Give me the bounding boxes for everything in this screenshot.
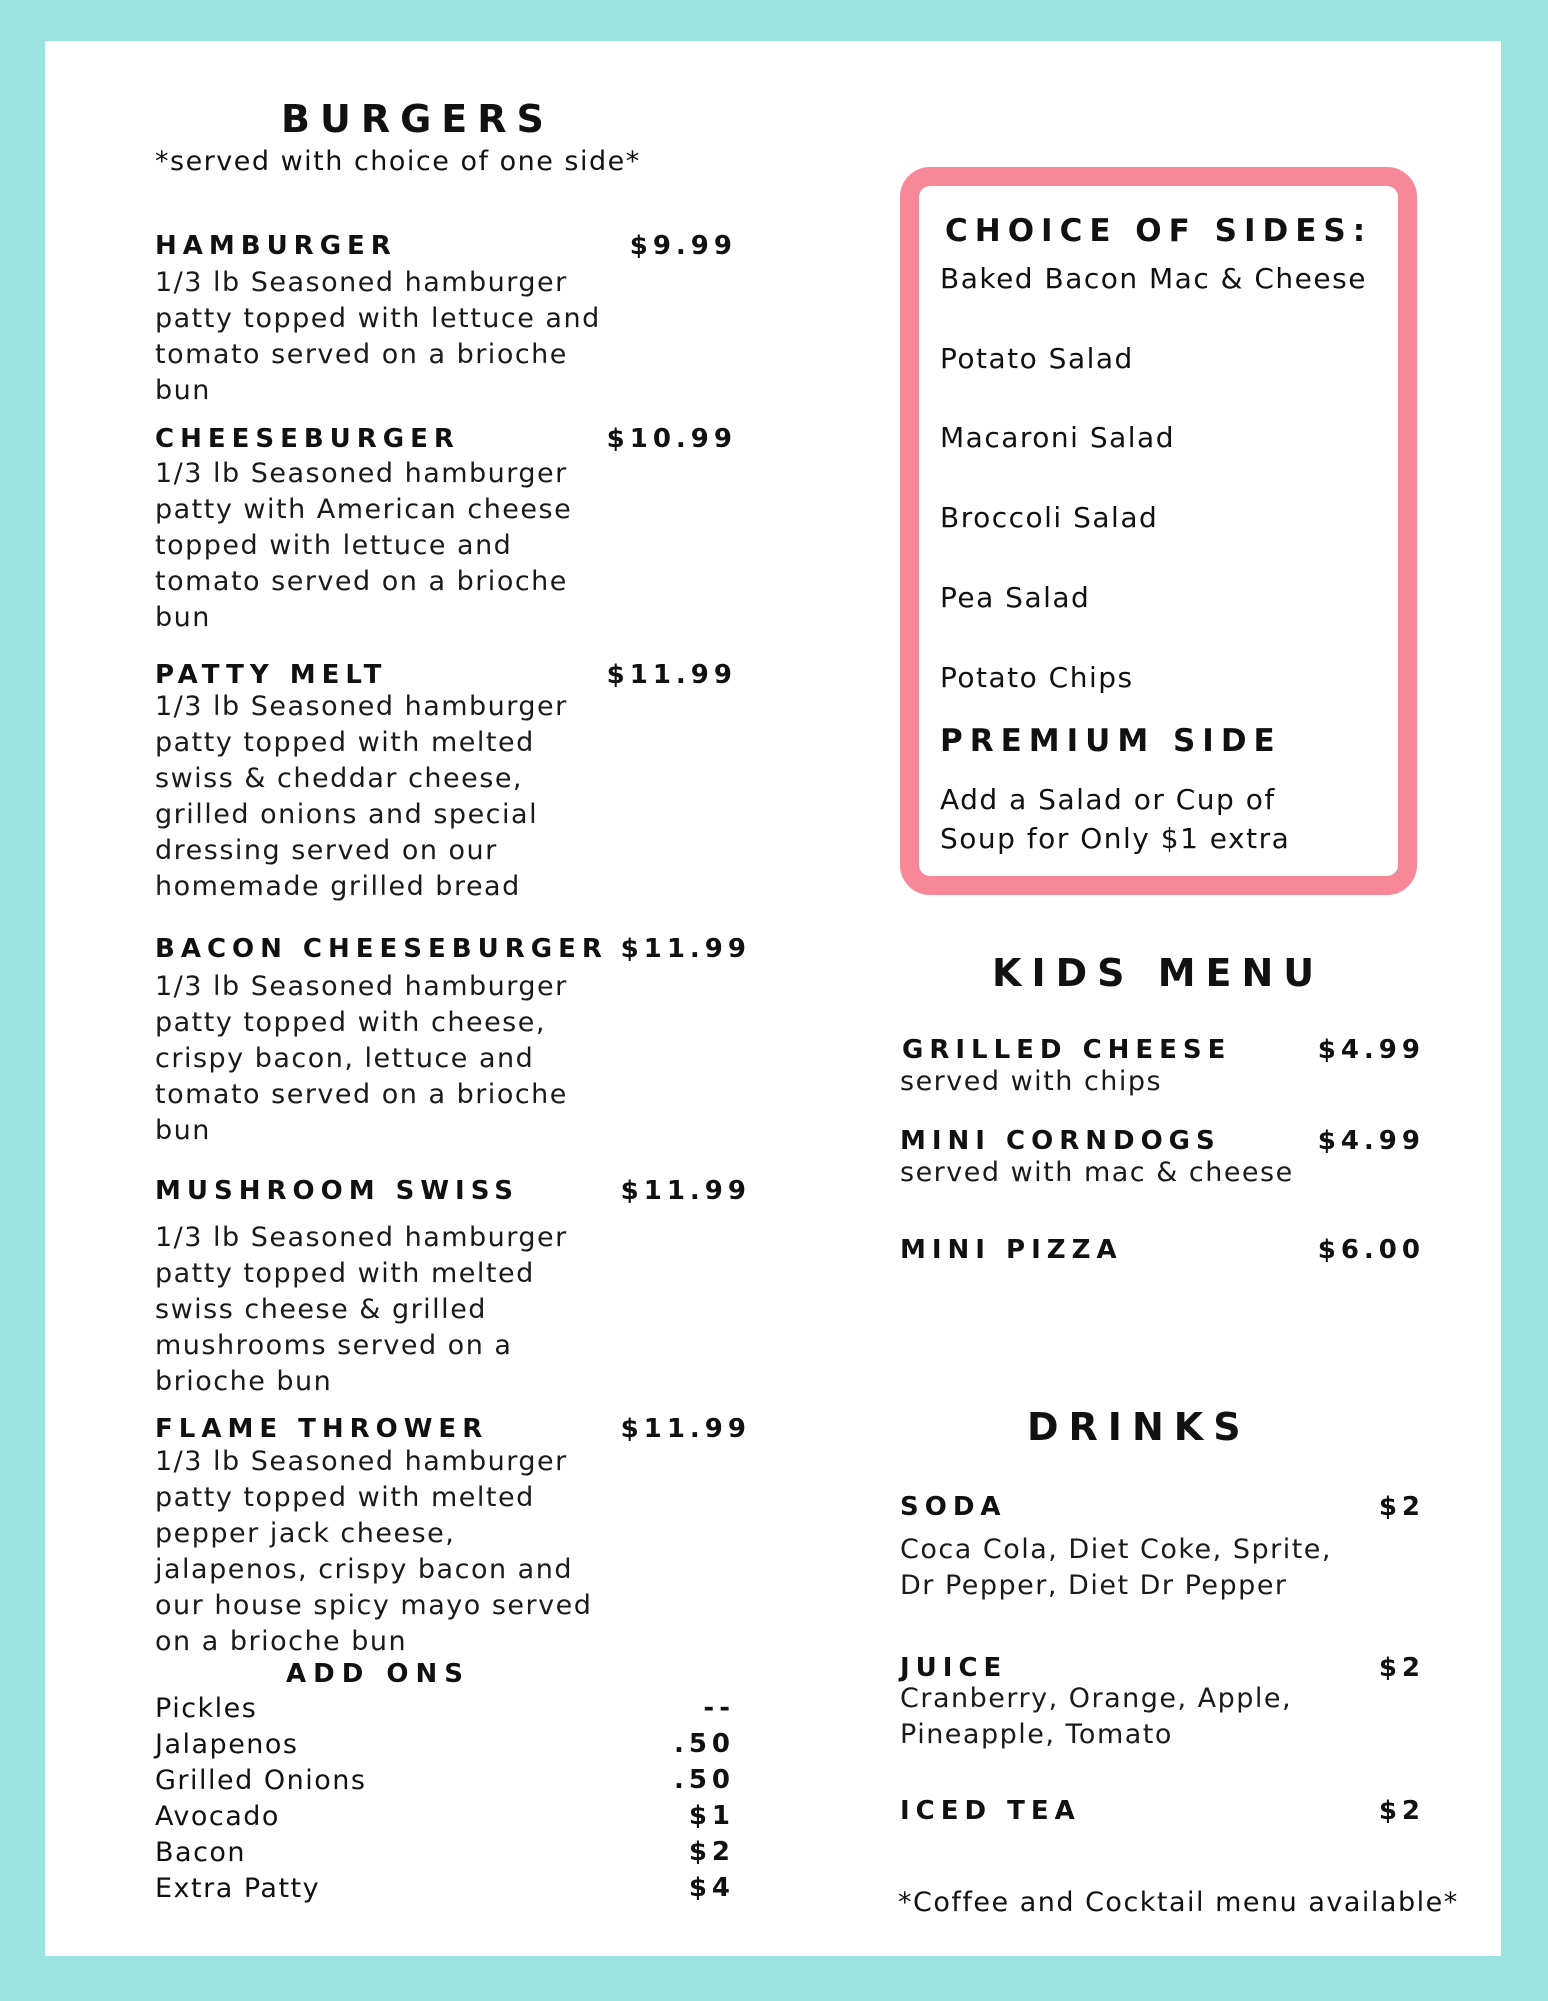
side-item: Baked Bacon Mac & Cheese bbox=[940, 262, 1367, 295]
burger-desc: 1/3 lb Seasoned hamburger patty with American cheese topped with lettuce and tomato served on a brioche bun bbox=[155, 458, 573, 633]
addon-price: $4 bbox=[688, 1873, 735, 1903]
addon-price: -- bbox=[703, 1693, 735, 1723]
side-item: Pea Salad bbox=[940, 581, 1091, 614]
sides-heading: CHOICE OF SIDES: bbox=[945, 213, 1373, 249]
addon-name: Jalapenos bbox=[155, 1729, 299, 1760]
addon-price: .50 bbox=[673, 1729, 735, 1759]
addon-row bbox=[155, 1873, 735, 1909]
kids-item-price: $4.99 bbox=[1317, 1126, 1425, 1156]
burger-name: MUSHROOM SWISS bbox=[155, 1176, 519, 1206]
side-item: Potato Chips bbox=[940, 661, 1134, 694]
drinks-footer-note: *Coffee and Cocktail menu available* bbox=[898, 1887, 1459, 1918]
addon-row bbox=[155, 1693, 735, 1729]
drink-price: $2 bbox=[1378, 1796, 1425, 1826]
side-item: Broccoli Salad bbox=[940, 501, 1159, 534]
addon-price: .50 bbox=[673, 1765, 735, 1795]
kids-item-price: $6.00 bbox=[1317, 1235, 1425, 1265]
addon-row bbox=[155, 1765, 735, 1801]
burger-name: HAMBURGER bbox=[155, 231, 397, 261]
burger-desc: 1/3 lb Seasoned hamburger patty topped with melted pepper jack cheese, jalapenos, crispy bacon and our house spicy mayo served on a brioche bun bbox=[155, 1446, 593, 1657]
drink-desc: Cranberry, Orange, Apple, Pineapple, Tomato bbox=[900, 1683, 1293, 1750]
burger-price: $10.99 bbox=[606, 424, 737, 454]
kids-item-name: MINI PIZZA bbox=[900, 1235, 1123, 1265]
burger-desc: 1/3 lb Seasoned hamburger patty topped with melted swiss & cheddar cheese, grilled onions and special dressing served on our homemade grilled bread bbox=[155, 691, 568, 902]
burger-name: FLAME THROWER bbox=[155, 1414, 489, 1444]
drink-price: $2 bbox=[1378, 1653, 1425, 1683]
addon-name: Bacon bbox=[155, 1837, 247, 1868]
addon-row bbox=[155, 1837, 735, 1873]
kids-item-price: $4.99 bbox=[1317, 1035, 1425, 1065]
addon-price: $1 bbox=[688, 1801, 735, 1831]
addon-row bbox=[155, 1729, 735, 1765]
burger-desc: 1/3 lb Seasoned hamburger patty topped with lettuce and tomato served on a brioche bun bbox=[155, 267, 601, 406]
addons-heading: ADD ONS bbox=[286, 1659, 470, 1689]
menu-page bbox=[45, 41, 1501, 1956]
burgers-subtitle: *served with choice of one side* bbox=[155, 146, 641, 177]
addon-name: Extra Patty bbox=[155, 1873, 321, 1904]
kids-item-name: MINI CORNDOGS bbox=[900, 1126, 1221, 1156]
burger-desc: 1/3 lb Seasoned hamburger patty topped with melted swiss cheese & grilled mushrooms served on a brioche bun bbox=[155, 1222, 568, 1397]
drink-name: ICED TEA bbox=[900, 1796, 1081, 1826]
side-item: Potato Salad bbox=[940, 342, 1134, 375]
burger-desc: 1/3 lb Seasoned hamburger patty topped with cheese, crispy bacon, lettuce and tomato served on a brioche bun bbox=[155, 971, 568, 1146]
burger-price: $11.99 bbox=[606, 660, 737, 690]
addon-row bbox=[155, 1801, 735, 1837]
drink-name: SODA bbox=[900, 1492, 1007, 1522]
burgers-heading: BURGERS bbox=[281, 97, 554, 141]
side-item: Macaroni Salad bbox=[940, 421, 1175, 454]
addon-name: Grilled Onions bbox=[155, 1765, 367, 1796]
kids-item-name: GRILLED CHEESE bbox=[902, 1035, 1232, 1065]
kids-item-desc: served with chips bbox=[900, 1066, 1163, 1097]
burger-name: CHEESEBURGER bbox=[155, 424, 460, 454]
drink-name: JUICE bbox=[900, 1653, 1008, 1683]
addon-price: $2 bbox=[688, 1837, 735, 1867]
drink-price: $2 bbox=[1378, 1492, 1425, 1522]
burger-name: PATTY MELT bbox=[155, 660, 388, 690]
drink-desc: Coca Cola, Diet Coke, Sprite, Dr Pepper, Diet Dr Pepper bbox=[900, 1534, 1332, 1601]
kids-item-desc: served with mac & cheese bbox=[900, 1157, 1294, 1188]
burger-price: $9.99 bbox=[629, 231, 737, 261]
drinks-heading: DRINKS bbox=[1027, 1405, 1251, 1449]
burger-price: $11.99 bbox=[620, 934, 751, 964]
premium-side-heading: PREMIUM SIDE bbox=[940, 723, 1282, 759]
addon-name: Pickles bbox=[155, 1693, 258, 1724]
burger-name: BACON CHEESEBURGER bbox=[155, 934, 608, 964]
addon-name: Avocado bbox=[155, 1801, 280, 1832]
kids-heading: KIDS MENU bbox=[992, 951, 1325, 995]
burger-price: $11.99 bbox=[620, 1414, 751, 1444]
burger-price: $11.99 bbox=[620, 1176, 751, 1206]
premium-side-desc: Add a Salad or Cup of Soup for Only $1 extra bbox=[940, 783, 1291, 855]
